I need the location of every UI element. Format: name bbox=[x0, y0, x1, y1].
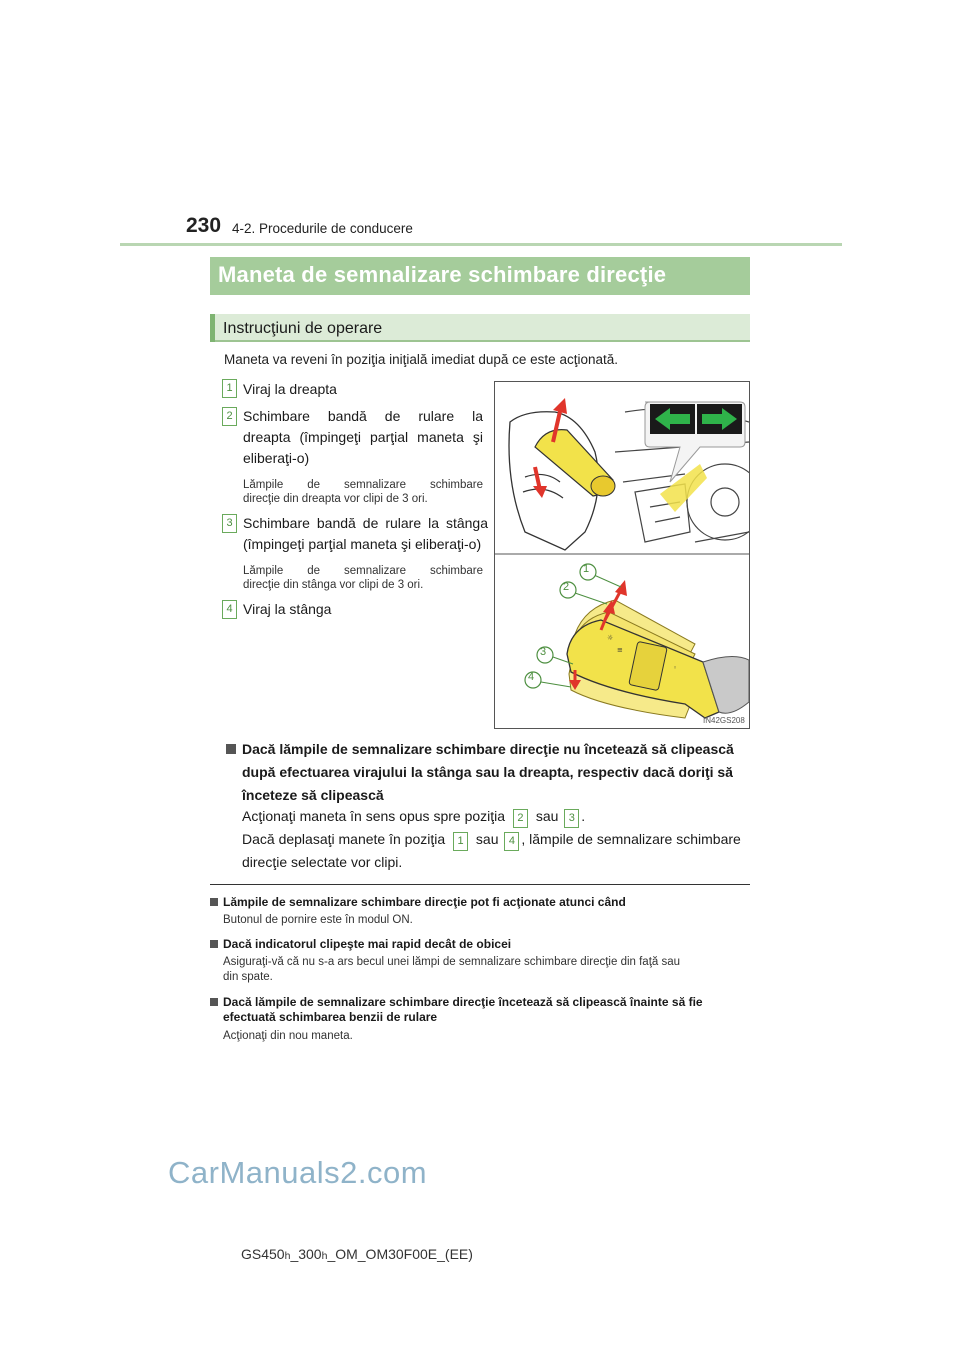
footnote-3-heading-line-1: Dacă lămpile de semnalizare schimbare direcţie încetează să clipească înainte să fie bbox=[210, 995, 750, 1010]
item-3-note-line-1: Lămpile de semnalizare schimbare bbox=[243, 565, 483, 577]
item-number-2: 2 bbox=[222, 407, 237, 426]
stop-line-3: direcţie selectate vor clipi. bbox=[242, 854, 403, 870]
item-3-line-2: (împingeţi parţial maneta şi eliberaţi-o) bbox=[243, 536, 482, 552]
footnote-2 bbox=[210, 937, 750, 985]
footnote-1-heading: Lămpile de semnalizare schimbare direcţie pot fi acţionate atunci când bbox=[210, 895, 750, 910]
stop-heading-line-1: Dacă lămpile de semnalizare schimbare direcţie nu încetează să clipească bbox=[226, 738, 750, 761]
item-2-note bbox=[243, 478, 483, 506]
figure-callout-3: 3 bbox=[540, 646, 547, 658]
subsection-accent bbox=[210, 314, 215, 342]
item-2-text bbox=[243, 406, 483, 469]
item-1-text: Viraj la dreapta bbox=[243, 381, 337, 397]
stop-heading-line-3: înceteze să clipească bbox=[242, 787, 384, 803]
stop-line1-num-3: 3 bbox=[564, 809, 579, 828]
section-reference: 4-2. Procedurile de conducere bbox=[232, 221, 413, 236]
page-number: 230 bbox=[186, 214, 222, 237]
figure-callout-2: 2 bbox=[563, 581, 570, 593]
figure-callout-1: 1 bbox=[583, 563, 590, 575]
stop-line-1: Acţionaţi maneta în sens opus spre poziţia 2 sau 3 . bbox=[242, 805, 752, 828]
footnote-3 bbox=[210, 995, 750, 1044]
intro-text: Maneta va reveni în poziţia iniţială imediat după ce este acţionată. bbox=[224, 352, 618, 367]
item-3-note bbox=[243, 564, 483, 592]
item-number-3: 3 bbox=[222, 514, 237, 533]
stop-heading-line-2: după efectuarea virajului la stânga sau la dreapta, respectiv dacă doriţi să bbox=[242, 764, 733, 780]
figure-callout-4: 4 bbox=[528, 671, 535, 683]
footnote-2-heading: Dacă indicatorul clipeşte mai rapid decât de obicei bbox=[210, 937, 750, 952]
stop-blinking-heading bbox=[226, 738, 750, 807]
item-2-line-3: eliberaţi-o) bbox=[243, 450, 310, 466]
item-2-line-1: Schimbare bandă de rulare la bbox=[243, 408, 483, 424]
footnote-2-body-line-1: Asiguraţi-vă că nu s-a ars becul unei lămpi de semnalizare schimbare direcţie din faţă sau bbox=[223, 956, 681, 968]
square-bullet-icon bbox=[210, 898, 218, 906]
header-rule bbox=[120, 243, 842, 246]
item-4-text: Viraj la stânga bbox=[243, 601, 332, 617]
figure-code: IN42GS208 bbox=[703, 716, 745, 725]
item-3-line-1: Schimbare bandă de rulare la stânga bbox=[243, 515, 488, 531]
item-2-line-2: dreapta (împingeţi parţial maneta şi bbox=[243, 429, 483, 445]
lever-mark-3: ◦ bbox=[673, 664, 678, 672]
footnote-1-body: Butonul de pornire este în modul ON. bbox=[223, 914, 413, 926]
stop-line1-num-2: 2 bbox=[513, 809, 528, 828]
footnote-1 bbox=[210, 895, 750, 928]
lever-mark-1: ☼ bbox=[607, 634, 614, 642]
footnote-3-body: Acţionaţi din nou maneta. bbox=[223, 1030, 353, 1042]
footer-model-code: GS450h_300h_OM_OM30F00E_(EE) bbox=[241, 1246, 473, 1262]
square-bullet-icon bbox=[226, 744, 236, 754]
square-bullet-icon bbox=[210, 998, 218, 1006]
item-2-note-line-1: Lămpile de semnalizare schimbare bbox=[243, 479, 483, 491]
item-3-text bbox=[243, 513, 488, 555]
stop-line-2: Dacă deplasaţi manete în poziţia 1 sau 4 , lămpile de semnalizare schimbare bbox=[242, 828, 752, 851]
square-bullet-icon bbox=[210, 940, 218, 948]
watermark-logo: CarManuals2.com bbox=[168, 1155, 428, 1190]
lever-tip bbox=[591, 476, 615, 496]
stop-line2-num-1: 1 bbox=[453, 832, 468, 851]
subsection-title: Instrucţiuni de operare bbox=[223, 320, 383, 337]
item-number-1: 1 bbox=[222, 379, 237, 398]
footnote-rule bbox=[210, 884, 750, 885]
footnote-3-heading-line-2: efectuată schimbarea benzii de rulare bbox=[223, 1010, 438, 1024]
section-title: Maneta de semnalizare schimbare direcţie bbox=[218, 262, 667, 287]
stop-line2-num-4: 4 bbox=[504, 832, 519, 851]
item-2-note-line-2: direcţie din dreapta vor clipi de 3 ori. bbox=[243, 493, 428, 505]
item-number-4: 4 bbox=[222, 600, 237, 619]
item-3-note-line-2: direcţie din stânga vor clipi de 3 ori. bbox=[243, 579, 424, 591]
footnote-2-body-line-2: din spate. bbox=[223, 971, 273, 983]
turn-signal-figure bbox=[494, 381, 750, 729]
lever-mark-2: ≡ bbox=[617, 646, 623, 654]
